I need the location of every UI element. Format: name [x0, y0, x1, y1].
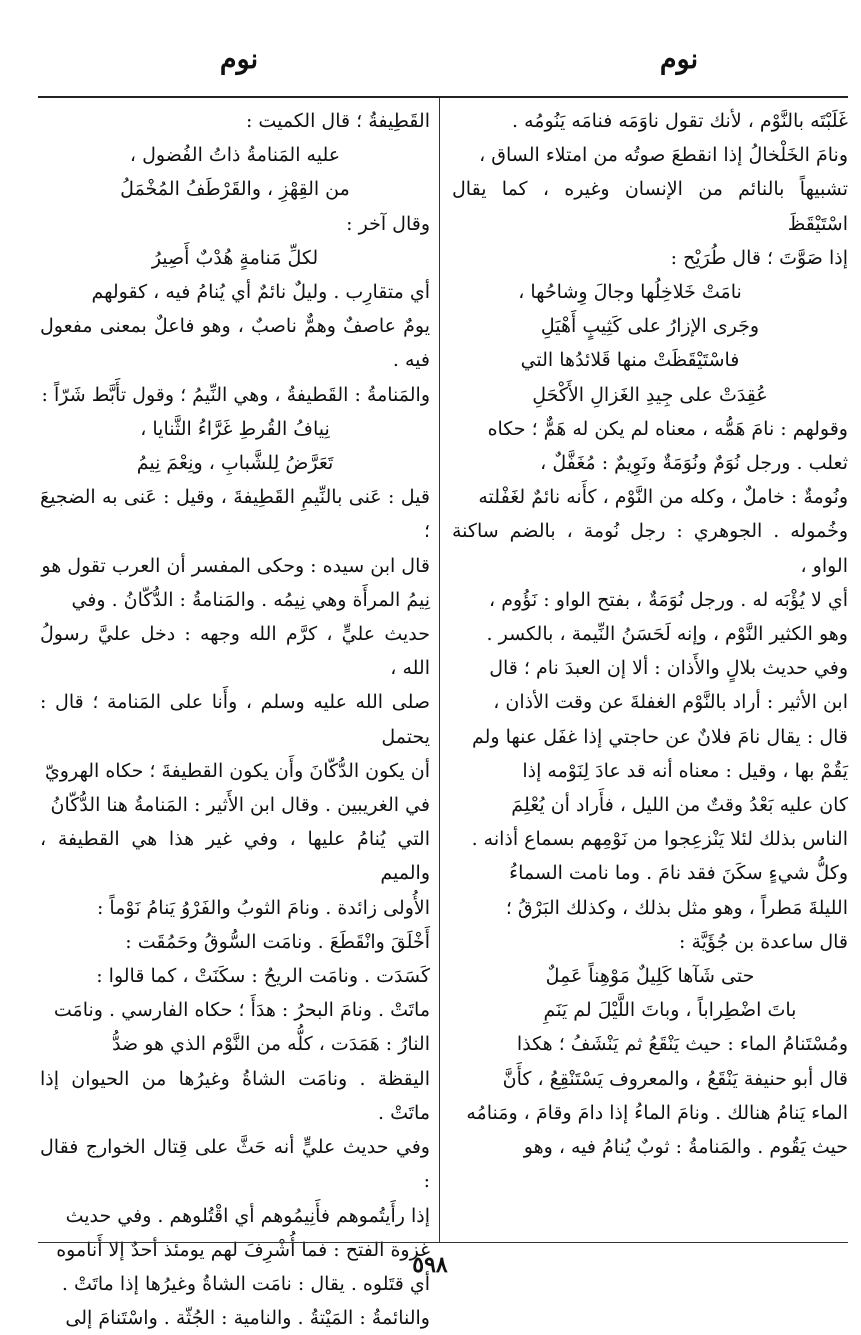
- text-line: أي متقارِب . وليلٌ نائمٌ أي يُنامُ فيه ، كقولهم: [91, 281, 430, 304]
- verse-line: باتَ اضْطِراباً ، وباتَ اللَّيْلَ لم يَنَمِ: [543, 999, 797, 1022]
- verse-line: نامَتْ خَلاخِلُها وجالَ وِشاحُها ،: [518, 281, 742, 304]
- text-line: قال ساعدة بن جُؤَيَّة :: [679, 930, 848, 953]
- verse-line: لكلِّ مَنامةٍ هُدْبٌ أَصِيرُ: [151, 246, 319, 269]
- text-line: يَقُمْ بها ، وقيل : معناه أنه قد عادَ لِنَوْمه إذا: [522, 759, 848, 782]
- text-line: الماء يَنامُ هنالك . ونامَ الماءُ إذا دامَ وقامَ ، ومَنامُه: [466, 1101, 848, 1124]
- verse-line: نِيافُ القُرطِ غَرَّاءُ الثَّنايا ،: [140, 417, 330, 440]
- text-line: ونُومةٌ : خاملٌ ، وكله من النَّوْم ، كأَنه نائمٌ لغَفْلته: [478, 486, 848, 509]
- text-line: التي يُنامُ عليها ، وفي غير هذا هي القطيفة ، والميم: [40, 828, 430, 885]
- text-line: قال : يقال نامَ فلانٌ عن حاجتي إذا غفَل عنها ولم: [471, 725, 848, 748]
- text-line: غَلَبْتَه بالنَّوْم ، لأنك تقول ناوَمَه فنامَه يَنُومُه .: [512, 110, 848, 132]
- text-line: وقال آخر :: [346, 212, 430, 235]
- text-line: النارُ : هَمَدَت ، كلُّه من النَّوْم الذي هو ضدُّ: [112, 1033, 430, 1056]
- text-line: وخُموله . الجوهري : رجل نُومة ، بالضم ساكنة الواو ،: [452, 520, 848, 577]
- page-number: ٥٩٨: [412, 1252, 448, 1278]
- text-line: ونامَ الخَلْخالُ إذا انقطعَ صوتُه من امتلاء الساق ،: [479, 144, 848, 167]
- text-line: إذا رأَيتُموهم فأَنِيمُوهم أي اقْتُلوهم . وفي حديث: [65, 1204, 430, 1227]
- text-line: غزوة الفتح : فما أُشْرِفَ لهم يومئذ أحدٌ إلا أَناموه: [56, 1238, 430, 1261]
- text-line: الأُولى زائدة . ونامَ الثوبُ والفَرْوُ يَنامُ نَوْماً :: [96, 896, 430, 919]
- text-line: وقولهم : نامَ هَمُّه ، معناه لم يكن له هَمٌّ ؛ حكاه: [487, 417, 848, 440]
- text-line: كَسَدَت . ونامَت الريحُ : سكَنَتْ ، كما قالوا :: [96, 965, 430, 988]
- text-line: ثعلب . ورجل نُوَمٌ ونُوَمَةٌ ونَوِيمٌ : مُغَفَّلٌ ،: [540, 452, 848, 475]
- text-line: ومُسْتَنامُ الماء : حيث يَنْقَعُ ثم يَنْشَفُ ؛ هكذا: [516, 1033, 848, 1056]
- left-column: [40, 104, 430, 1335]
- text-line: قيل : عَنى بالنِّيمِ القَطِيفةَ ، وقيل : عَنى به الضجيعَ ؛: [40, 486, 430, 543]
- text-line: يومٌ عاصفٌ وهمٌّ ناصبٌ ، وهو فاعلٌ بمعنى مفعول فيه .: [40, 315, 430, 372]
- verse-line: تَعَرَّضُ لِلشَّبابِ ، ونِعْمَ نِيمُ: [136, 452, 334, 475]
- text-line: أَخْلَقَ وانْقَطَعَ . ونامَت السُّوقُ وحَمُقَت :: [125, 930, 430, 953]
- verse-line: وجَرى الإزارُ على كَثِيبٍ أَهْيَلِ: [540, 315, 760, 338]
- text-line: حيث يَقُوم . والمَنامةُ : ثوبٌ يُنامُ فيه ، وهو: [523, 1136, 848, 1159]
- text-line: صلى الله عليه وسلم ، وأَنا على المَنامة ؛ قال : يحتمل: [40, 691, 430, 748]
- text-line: حديث عليٍّ ، كرَّم الله وجهه : دخل عليَّ رسولُ الله ،: [40, 623, 430, 680]
- text-line: نِيمُ المرأَة وهي نِيمُه . والمَنامةُ : الدُّكّانُ . وفي: [71, 588, 430, 611]
- text-line: تشبيهاً بالنائم من الإنسان وغيره ، كما يقال اسْتَيْقَظَ: [452, 178, 848, 235]
- header-title-left: نوم: [219, 44, 259, 75]
- text-line: أي لا يُؤْبَه له . ورجل نُوَمَةٌ ، بفتح الواو : نَؤُوم ،: [489, 588, 848, 611]
- text-line: ماتَتْ . ونامَ البحرُ : هدَأَ ؛ حكاه الفارسي . ونامَت: [53, 999, 430, 1022]
- text-line: ابن الأثير : أراد بالنَّوْم الغفلةَ عن وقت الأذان ،: [493, 691, 848, 714]
- text-line: وهو الكثير النَّوْم ، وإنه لَحَسَنُ النِّيمة ، بالكسر .: [486, 623, 848, 646]
- verse-line: من القِهْزِ ، والقَرْطَفُ المُخْمَلُ: [120, 178, 350, 201]
- verse-line: عليه المَنامةُ ذاتُ الفُضول ،: [129, 144, 341, 167]
- text-line: وفي حديث بلالٍ والأَذان : ألا إن العبدَ نام ؛ قال: [489, 657, 848, 680]
- text-line: في الغريبين . وقال ابن الأَثير : المَنامةُ هنا الدُّكّانُ: [50, 794, 430, 817]
- text-line: أي قتَلوه . يقال : نامَت الشاةُ وغيرُها إذا ماتَتْ .: [61, 1272, 430, 1295]
- verse-line: حتى شَآها كَلِيلٌ مَوْهِناً عَمِلٌ: [545, 965, 755, 988]
- text-line: إذا صَوَّتَ ؛ قال طُرَيْح :: [670, 246, 848, 269]
- verse-line: فاسْتَيْقَظَتْ منها قَلائدُها التي: [520, 349, 740, 372]
- footer-rule: [38, 1242, 848, 1243]
- verse-line: عُقِدَتْ على جِيدِ الغَزالِ الأَكْحَلِ: [532, 383, 768, 406]
- text-line: أن يكون الدُّكّانَ وأَن يكون القطيفةَ ؛ حكاه الهرويّ: [44, 759, 430, 782]
- text-line: قال ابن سيده : وحكى المفسر أن العرب تقول هو: [41, 554, 430, 577]
- text-line: والنائمةُ : المَيْتةُ . والنامية : الجُثّة . واسْتَنامَ إلى: [65, 1307, 430, 1330]
- text-line: القَطِيفةُ ؛ قال الكميت :: [245, 110, 430, 132]
- header-rule: [38, 96, 848, 98]
- text-line: والمَنامةُ : القَطيفةُ ، وهي النِّيمُ ؛ وقول تأَبَّط شَرّاً :: [41, 383, 430, 406]
- text-line: كان عليه بَعْدُ وقتٌ من الليل ، فأَراد أن يُعْلِمَ: [511, 794, 848, 817]
- text-line: الليلةَ مَطراً ، وهو مثل بذلك ، وكذلك البَرْقُ ؛: [505, 896, 848, 919]
- right-column: [452, 104, 848, 1164]
- text-line: اليقظة . ونامَت الشاةُ وغيرُها من الحيوان إذا ماتَتْ .: [40, 1067, 430, 1124]
- column-divider: [439, 98, 440, 1242]
- text-line: قال أبو حنيفة يَنْقَعُ ، والمعروف يَسْتَنْقِعُ ، كأَنَّ: [502, 1067, 848, 1090]
- header-title-right: نوم: [659, 44, 699, 75]
- text-line: الناس بذلك لئلا يَنْزعِجوا من نَوْمِهم بسماع أذانه .: [471, 828, 848, 851]
- text-line: وكلُّ شيءٍ سكَنَ فقد نامَ . وما نامت السماءُ: [509, 862, 848, 885]
- text-line: وفي حديث عليٍّ أنه حَثَّ على قِتال الخوارج فقال :: [40, 1136, 430, 1193]
